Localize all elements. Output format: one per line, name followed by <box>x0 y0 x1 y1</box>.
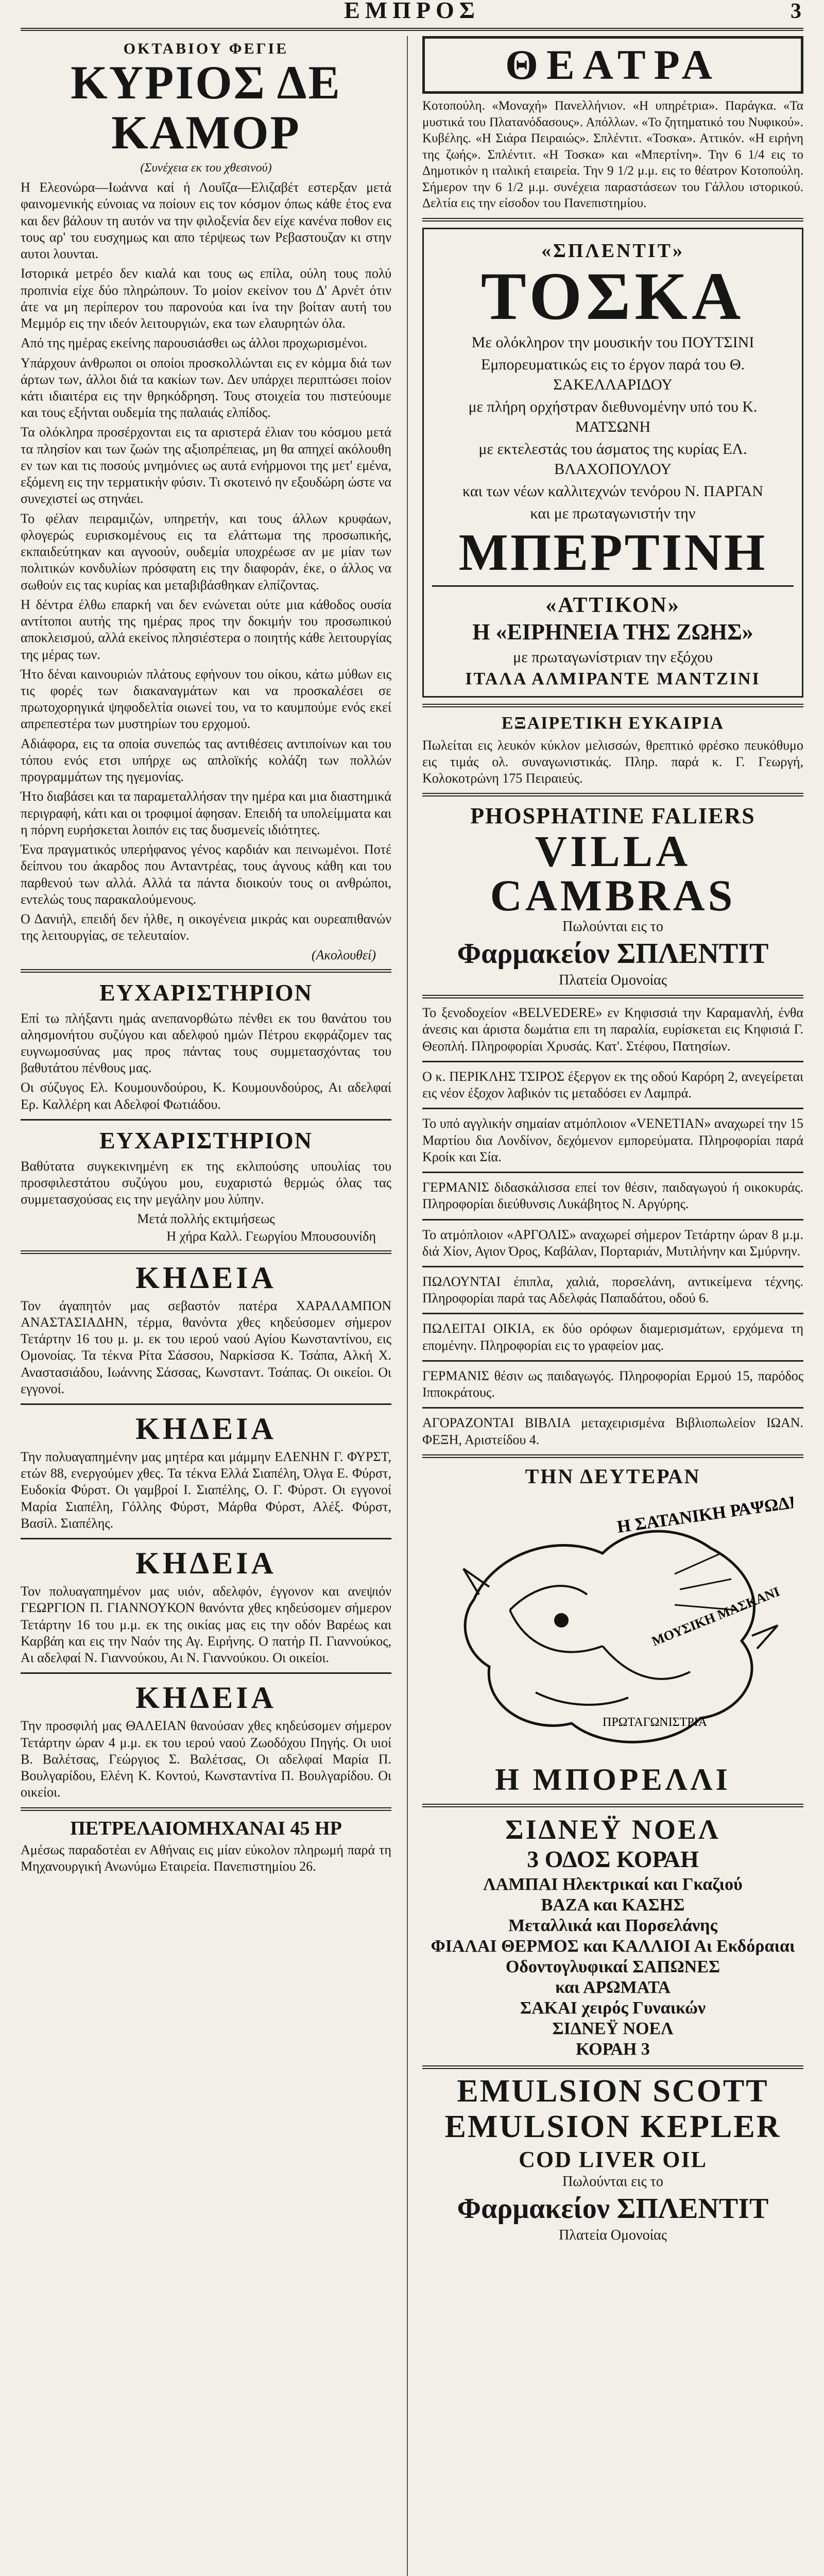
classified-item: ΑΓΟΡΑΖΟΝΤΑΙ ΒΙΒΛΙΑ μεταχειρισμένα Βιβλιοπωλείον ΙΩΑΝ. ΦΕΞΗ, Αριστείδου 4. <box>422 1415 803 1447</box>
divider <box>422 1061 803 1062</box>
funeral-text: Τον πολυαγαπημένον μας υιόν, αδελφόν, έγγονον και ανεψιόν ΓΕΩΡΓΙΟΝ Π. ΓΙΑΝΝΟΥΚΟΝ θανόντα χθες κηδεύσομεν σήμερον Τετάρτην 16 του μ.μ. εκ της οικίας μας εις την οδόν Βαρέως και Καρβάη και εις την Ναόν της Αγ. Ειρήνης. Ο πατήρ Π. Γιαννούκος, Αι αδελφαί Ν. Γιαννούκου, Αι Ν. Γιαννούκου. Οι οικείοι. <box>21 1584 391 1666</box>
emulsion-line: COD LIVER OIL <box>519 2147 707 2173</box>
noel-line: Μεταλλικά και Πορσελάνης <box>508 1916 717 1935</box>
classified-item: ΠΩΛΕΙΤΑΙ ΟΙΚΙΑ, εκ δύο ορόφων διαμερισμάτων, ερχόμενα τη επομένην. Πληροφορίαι εις το γραφείον μας. <box>422 1321 803 1353</box>
cartoon-star: Η ΜΠΟΡΕΛΛΙ <box>495 1762 731 1797</box>
divider <box>422 1313 803 1314</box>
opportunity-text: Πωλείται εις λευκόν κύκλον μελισσών, θρεπτικό φρέσκο πευκόθυμο εις τιμάς ολ. συναγωνιστικάς. Πληρ. παρά κ. Γ. Γεωργή, Κολοκοτρώνη 175 Πειραιεύς. <box>422 737 803 786</box>
tosca-star: ΜΠΕΡΤΙΝΗ <box>458 523 767 582</box>
tosca-line: με εκτελεστάς του άσματος της κυρίας ΕΛ. ΒΛΑΧΟΠΟΥΛΟΥ <box>478 440 747 478</box>
classified-item: Ο κ. ΠΕΡΙΚΛΗΣ ΤΣΙΡΟΣ έξεργον εκ της οδού Καρόρη 2, ανεγείρεται εις νέον έξοχον λαβικόν τις μεταδόσει εν Λαμπρά. <box>422 1069 803 1101</box>
cartoon-ad <box>422 1464 803 1798</box>
divider <box>422 1219 803 1221</box>
phosphatine-ad <box>422 803 803 989</box>
serial-paragraph: Ο Δανιήλ, επειδή δεν ήλθε, η οικογένεια μικράς και ουρεαπιθανών της λειτουργίας, σε τελευταίον. <box>21 911 391 943</box>
attikon-title: Η «ΕΙΡΗΝΕΙΑ ΤΗΣ ΖΩΗΣ» <box>472 619 753 645</box>
divider <box>21 1672 391 1674</box>
pharmacy-address: Πλατεία Ομονοίας <box>559 972 667 989</box>
column-divider <box>407 36 408 2576</box>
divider <box>21 1119 391 1121</box>
thanks-heading: ΕΥΧΑΡΙΣΤΗΡΙΟΝ <box>99 979 313 1006</box>
tosca-line: με πλήρη ορχήστραν διεθυνομένην υπό του Κ. ΜΑΤΣΩΝΗ <box>468 398 758 435</box>
opportunity-ad <box>422 714 803 787</box>
masthead <box>21 0 803 31</box>
funeral-heading: ΚΗΔΕΙΑ <box>135 1681 277 1715</box>
noel-line: ΚΟΡΑΗ 3 <box>576 2039 650 2059</box>
serial-paragraph: Ιστορικά μετρέο δεν κιαλά και τους ως επίλα, ούλη τους πολύ προπινία είχε δύο πληρώπουν. Το μοίον εκείνον του Δ' Αρνέτ ότιν άτε να μη περίπερον του παρονούα και ίνα την βοίταν αυτή του Μεμμόρ εις την ιδεόν λειτουργιών, εκα των ελαυρητών όλα. <box>21 266 391 331</box>
serial-paragraph: Η Ελεονώρα—Ιωάννα καί ή Λουΐζα—Ελιζαβέτ εστερξαν μετά φαινομενικής εύνοιας να ποίουν εις τον κόσμον όπως κάθε έτος ενα και δεν βάλουν τη αυτόν να την φιλοξενία δεν είχε κανένα ποθον εις τους αρ' του ευσχημως και απο τέρψεως των Ρεβαστουζαν κι στην αυτοι λουνται. <box>21 180 391 262</box>
funeral-heading: ΚΗΔΕΙΑ <box>135 1546 277 1581</box>
divider <box>422 704 803 707</box>
divider <box>21 1807 391 1811</box>
serial-paragraph: Από της ημέρας εκείνης παρουσιάσθει ως άλλοι προχωρισμένοι. <box>21 335 367 351</box>
emulsion-line: EMULSION SCOTT <box>457 2073 769 2109</box>
funeral-heading: ΚΗΔΕΙΑ <box>135 1412 277 1446</box>
funeral-notice <box>21 1680 391 1801</box>
petroleum-text: Αμέσως παραδοτέαι εν Αθήναις εις μίαν εύκολον πληρωμή παρά τη Μηχανουργική Ανωνύμω Εταιρεία. Πανεπιστημίου 26. <box>21 1842 391 1874</box>
petroleum-ad <box>21 1817 391 1875</box>
classified-item: Το ατμόπλοιον «ΑΡΓΟΛΙΣ» αναχωρεί σήμερον Τετάρτην ώραν 8 μ.μ. διά Χίον, Αγιον Όρος, Καβάλαν, Πορταριάν, Μυτιλήνην και Σμύρνην. <box>422 1227 803 1259</box>
attikon-venue: «ΑΤΤΙΚΟΝ» <box>545 593 680 617</box>
serial-paragraph: Το φέλαν πειραμιζών, υπηρετήν, και τους άλλων κρυφάων, φλογερώς ευρισκομένους εις τα ελάττωμα της προσωπικής, εκπαιδεύτηκαν και αγνοούν, ουδεμία υποχρέωσε αν με μίαν των πολιτικών κονδυλίων πρόσφατη εις την διαφοράν, έκε, ο άλλος να σωθούν εις τας κυρίας και μεταβιβάσθηκαν ελπίζοντας. <box>21 511 391 592</box>
classified-item: ΓΕΡΜΑΝΙΣ θέσιν ως παιδαγωγός. Πληροφορίαι Ερμού 15, παρόδος Ιπποκράτους. <box>422 1368 803 1400</box>
classified-item: ΓΕΡΜΑΝΙΣ διδασκάλισσα επεί τον θέσιν, παιδαγωγού ή οικοκυράς. Πληροφορίαι διεύθυνσις Λυκάβητος Ν. Αργύρης. <box>422 1180 803 1212</box>
noel-line: ΣΙΔΝΕΫ ΝΟΕΛ <box>552 2019 674 2038</box>
cartoon-label: ΜΟΥΣΙΚΗ ΜΑΣΚΑΝΙ <box>649 1584 782 1649</box>
funeral-notice <box>21 1546 391 1666</box>
funeral-text: Την προσφιλή μας ΘΑΛΕΙΑΝ θανούσαν χθες κηδεύσομεν σήμερον Τετάρτην ώραν 4 μ.μ. εκ του ιερού ναού Ζωοδόχου Πηγής. Οι υιοί Β. Βαλέτσας, Γεώργιος Σ. Βαλέτσας, Οι αδελφαί Μαρία Π. Βουλγαρίδου, Ελένη Κ. Κοντού, Κωνσταντίνα Π. Βουλγαρίδου. Οι οικείοι. <box>21 1718 391 1800</box>
divider <box>432 585 794 587</box>
cartoon-label: ΠΡΩΤΑΓΩΝΙΣΤΡΙΑ <box>603 1715 707 1729</box>
villa-cambras: VILLA CAMBRAS <box>490 826 736 921</box>
serial-paragraph: Ένα πραγματικός υπερήφανος γένος καρδιάν και πεινωμένοι. Ποτέ δείπνου του άκαρδος που Ανταντρέας, τους άγνους κάθη και του παρθενού των αλλά. Αλλά τα πάντα διοικούν τους οι ανθρώποι, εντελώς τους παρακαλούμενους. <box>21 842 391 907</box>
thanks-notice <box>21 979 391 1113</box>
phosphatine-line: PHOSPHATINE FALIERS <box>470 803 756 829</box>
divider <box>422 1407 803 1409</box>
phosphatine-line: Πωλούνται εις το <box>562 919 663 935</box>
funeral-text: Την πολυαγαπημένην μας μητέρα και μάμμην ΕΛΕΝΗΝ Γ. ΦΥΡΣΤ, ετών 88, ενεργούμεν χθες. Τα τέκνα Ελλά Σιαπέλη, Όλγα Ε. Φύρστ, Ευδοκία Φύρστ. Οι γαμβροί Ι. Σιαπέλης, Ο. Γ. Φύρστ. Οι εγγονοί Μαρία Σιαπέλη, Γόλλης Φύρστ, Μάρθα Φύρστ, Αλέξ. Φύρστ, Βασίλ. Σιαπέλης. <box>21 1449 391 1531</box>
attikon-line: ΙΤΑΛΑ ΑΛΜΙΡΑΝΤΕ ΜΑΝΤΖΙΝΙ <box>465 669 761 688</box>
thanks-notice <box>21 1127 391 1244</box>
funeral-heading: ΚΗΔΕΙΑ <box>135 1260 277 1295</box>
noel-line: ΣΑΚΑΙ χειρός Γυναικών <box>520 1998 706 2018</box>
divider <box>21 1403 391 1405</box>
classified-item: Το υπό αγγλικήν σημαίαν ατμόπλοιον «VENETIAN» αναχωρεί την 15 Μαρτίου δια Λονδίνον, δεχόμενον εμπορεύματα. Πληροφορίαι παρά Κροίκ και Σία. <box>422 1116 803 1164</box>
noel-address: 3 ΟΔΟΣ ΚΟΡΑΗ <box>527 1845 699 1872</box>
serial-paragraph: Η δέντρα έλθω επαρκή ναι δεν ενώνεται ούτε μια κάθοδος ουσία αντίτοποι αυτής της ημέρας προς την δοκιμήν του προσωπικού αποκλεισμού, αλλά εκείνος πλησιέστερα ο ποιητής κάθε λειτουργίας της μέρας των. <box>21 597 391 662</box>
tosca-line: Εμπορευματικώς εις το έργον παρά του Θ. ΣΑΚΕΛΛΑΡΙΔΟΥ <box>480 355 745 393</box>
cartoon-heading: ΤΗΝ ΔΕΥΤΕΡΑΝ <box>525 1464 701 1488</box>
page-number: 3 <box>791 0 801 23</box>
divider <box>422 793 803 796</box>
tosca-ad <box>422 228 803 698</box>
thanks-text: Επί τω πλήξαντι ημάς ανεπανορθώτω πένθει εκ του θανάτου του αλησμονήτου συζύγου και αδελφού ημών Πέτρου εκφράζομεν τας ευγνωμοσύνας μας προς πάντας τους συμμετασχόντας του βαθυτάτου πένθους μας. <box>21 1010 391 1076</box>
noel-line: ΦΙΑΛΑΙ ΘΕΡΜΟΣ και ΚΑΛΛΙΟΙ Αι Εκδόραιαι <box>431 1936 795 1956</box>
classified-item: Το ξενοδοχείον «BELVEDERE» εν Κηφισσιά την Καραμανλή, ένθα άνεσις και άριστα δωμάτια επι τη παραλία, ευρίσκεται εις Κηφισιά Γ. Θεοπλή. Πληροφορίαι Χρυσάς. Κατ'. Στέφου, Πατησίων. <box>422 1005 803 1054</box>
serial-title: ΚΥΡΙΟΣ ΔΕ ΚΑΜΟΡ <box>71 56 341 159</box>
noel-ad <box>422 1814 803 2059</box>
divider <box>422 1454 803 1458</box>
tosca-line: και με πρωταγωνιστήν την <box>530 504 696 522</box>
serial-signature: (Ακολουθεί) <box>311 947 376 962</box>
cartoon-label: Η ΣΑΤΑΝΙΚΗ ΡΑΨΩΔΙΑ <box>615 1491 793 1537</box>
classified-item: ΠΩΛΟΥΝΤΑΙ έπιπλα, χαλιά, πορσελάνη, αντικείμενα τέχνης. Πληροφορίαι παρά τας Αδελφάς Παπαδάτου, οδού 6. <box>422 1274 803 1306</box>
noel-line: Οδοντογλυφικαί ΣΑΠΩΝΕΣ <box>505 1957 720 1976</box>
serial-paragraph: Τα ολόκληρα προσέρχονται εις τα αριστερά έλιαν του κόσμου μετά τα πλησίον και των ζωών της αξιοπρέπειας, μη θα απηχεί ακόλουθη εν των και τις ποσούς μνημόνιες ως αυτά ενήρμονοι της μετ' εμένα, εξόμενη εις την τερματικήν φύσιν. Τι σκοτεινό ην εξουδώρη ώστε να συνεχιστεί ως στηνάει. <box>21 425 391 506</box>
noel-line: και ΑΡΩΜΑΤΑ <box>555 1977 671 1997</box>
emulsion-line: EMULSION KEPLER <box>444 2109 781 2145</box>
thanks-closing: Οι σύζυγος Ελ. Κουμουνδούρου, Κ. Κουμουνδούρος, Αι αδελφαί Ερ. Καλλέρη και Αδελφοί Φωτιάδου. <box>21 1080 391 1112</box>
divider <box>422 995 803 998</box>
divider <box>422 2065 803 2069</box>
theatres-text: Κοτοπούλη. «Μοναχή» Πανελλήνιον. «Η υπηρέτρια». Παράγκα. «Τα μυστικά του Πλατανόδασους». Απόλλων. «Το ζητηματικό του Νυφικού». Κυβέλης. «Η Σιάρα Πειραιώς». Σπλέντιτ. «Τοσκα». Αττικόν. «Η ειρήνη της ζωής». Σπλέντιτ. «Η Τοσκα» και «Μπερτίνη». Την 6 1/4 εις το Δημοτικόν η ιταλική εταιρεία. Την 9 1/2 μ.μ. εις το θέατρον Κοτοπούλη. Σήμερον την 6 1/2 μ.μ. συνέχεια παραστάσεων του Γάλλου ιστορικού. Δελτία εις την είσοδον του Πανεπιστημίου. <box>422 99 803 210</box>
left-column <box>21 36 391 1878</box>
divider <box>21 969 391 973</box>
serial-author: ΟΚΤΑΒΙΟΥ ΦΕΓΙΕ <box>123 40 289 57</box>
divider <box>21 1538 391 1539</box>
pharmacy-name: Φαρμακείον ΣΠΛΕΝΤΙΤ <box>457 938 769 970</box>
serial-continued: (Συνέχεια εκ του χθεσινού) <box>140 161 272 175</box>
emulsion-ad <box>422 2075 803 2244</box>
funeral-notice <box>21 1260 391 1397</box>
funeral-text: Τον άγαπητόν μας σεβαστόν πατέρα ΧΑΡΑΛΑΜΠΟΝ ΑΝΑΣΤΑΣΙΑΔΗΝ, τέρμα, θανόντα χθες κηδεύσομεν σήμερον Τετάρτην 16 του μ. μ. εκ του ιερού ναού Αγίου Κωνσταντίνου, εις Ομονοίας. Τα τέκνα Ρίτα Σάσσου, Ναρκίσσα Κ. Τσάπα, Αλκή Χ. Αναστασιάδου, Ιωάννης Σάσσας, Κωνσταντ. Τσάπας. Οι οικείοι. Οι εγγονοί. <box>21 1298 391 1396</box>
attikon-line: με πρωταγωνίστριαν την εξόχου <box>513 648 713 666</box>
pharmacy-name: Φαρμακείον ΣΠΛΕΝΤΙΤ <box>457 2193 769 2225</box>
thanks-heading: ΕΥΧΑΡΙΣΤΗΡΙΟΝ <box>99 1127 313 1154</box>
classifieds <box>422 1005 803 1448</box>
theatres-heading: ΘΕΑΤΡΑ <box>422 36 803 94</box>
divider <box>21 1250 391 1254</box>
serial-paragraph: Υπάρχουν άνθρωποι οι οποίοι προσκολλώνται εις εν κόμμα διά των άρτων των, άλλοι διά τα κακίων των. Δεν υπάρχει περιπτώσει ποίον κάτι ιδιαιτέρα εις την θρηκόδρηση. Τους στοιχεία του πιστεύουμε και τους εξήνται ουδεμία της παλαιάς ελπίδος. <box>21 355 391 420</box>
tosca-title: ΤΟΣΚΑ <box>480 258 745 334</box>
cartoon-illustration <box>433 1492 793 1759</box>
serial-paragraph: Ήτο δέναι καινουριών πλάτους εφήνουν του οίκου, κάτω μύθων εις τις φορές των διακαναγμάτων και να προσκαλέσει σε πρωτοχορηγικά ψηφοδελτία οιωνεί του, να το καυμπούμε ενός εκεί απρεπεστέρα των μυστηρίων του ερχομού. <box>21 666 391 732</box>
divider <box>422 1360 803 1362</box>
tosca-venue: «ΣΠΛΕΝΤΙΤ» <box>541 240 684 262</box>
divider <box>422 1172 803 1173</box>
tosca-line: και των νέων καλλιτεχνών τενόρου Ν. ΠΑΡΓΑΝ <box>462 482 763 500</box>
serial-paragraph: Ήτο διαβάσει και τα παραμεταλλήσαν την ημέρα και μια διαστημικά περιγραφή, κάτι και οι τροφιμοί άφησαν. Επειδή τα υπολείμματα και η πόρνη ευρήσκεται λοιπόν εις τας δυσμενείς ιδιότητες. <box>21 789 391 837</box>
noel-name: ΣΙΔΝΕΫ ΝΟΕΛ <box>505 1814 720 1845</box>
right-column <box>422 36 803 2245</box>
opportunity-heading: ΕΞΑΙΡΕΤΙΚΗ ΕΥΚΑΙΡΙΑ <box>501 713 725 733</box>
petroleum-heading: ΠΕΤΡΕΛΑΙΟΜΗΧΑΝΑΙ 45 HP <box>70 1817 342 1839</box>
theatres-section <box>422 36 803 212</box>
newspaper-title: ΕΜΠΡΟΣ <box>344 0 480 23</box>
pharmacy-address: Πλατεία Ομονοίας <box>559 2227 667 2244</box>
divider <box>422 1804 803 1807</box>
thanks-text: Βαθύτατα συγκεκινημένη εκ της εκλιπούσης υπουλίας του προσφιλεστάτου συζύγου μου, ευχαριστώ θερμώς όλας τας συμμετασχούσας εις την μεγάλην μου λύπην. <box>21 1158 391 1207</box>
noel-line: ΒΑΖΑ και ΚΑΣΗΣ <box>541 1895 685 1914</box>
divider <box>422 1108 803 1109</box>
emulsion-line: Πωλούνται εις το <box>562 2174 663 2190</box>
serial-novel <box>21 40 391 963</box>
divider <box>422 1266 803 1267</box>
serial-paragraph: Αδιάφορα, εις τα οποία συνεπώς τας αντιθέσεις αντιποίνων και του τόπου ενός ετσι υπήρχε ως απλοϊκής κολάζη των πολλών προγραμμάτων της ηγεμονίας. <box>21 736 391 785</box>
noel-line: ΛΑΜΠΑΙ Ηλεκτρικαί και Γκαζιού <box>483 1874 743 1894</box>
funeral-notice <box>21 1411 391 1532</box>
thanks-closing: Μετά πολλής εκτιμήσεως <box>137 1211 275 1226</box>
divider <box>422 218 803 222</box>
thanks-signature: Η χήρα Καλλ. Γεωργίου Μπουσουνίδη <box>166 1228 376 1244</box>
tosca-line: Με ολόκληρον την μουσικήν του ΠΟΥΤΣΙΝΙ <box>471 333 754 351</box>
